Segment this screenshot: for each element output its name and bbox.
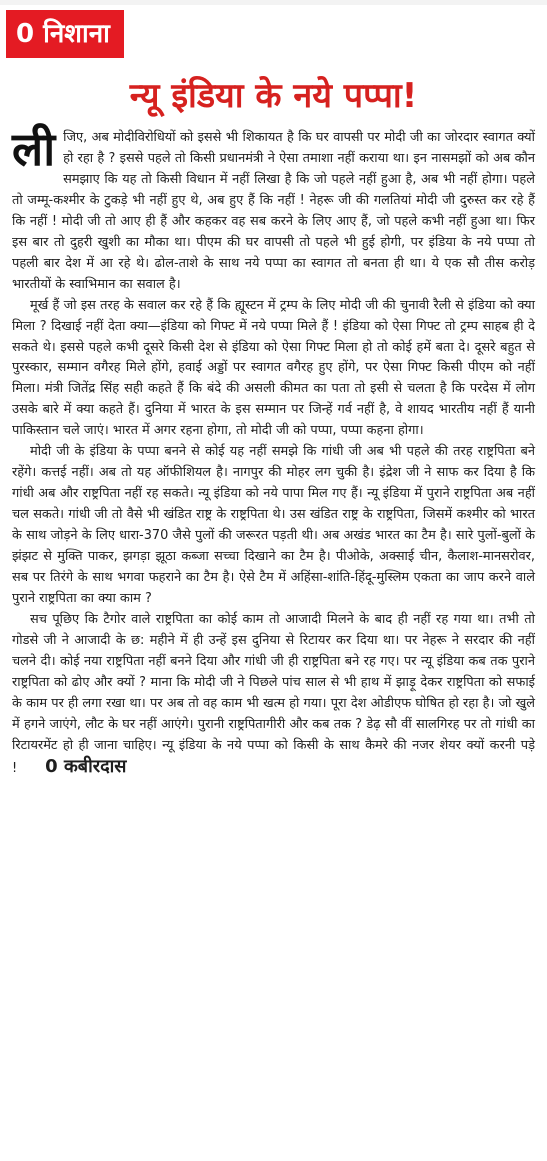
article-paragraph: मूर्ख हैं जो इस तरह के सवाल कर रहे हैं कि ह्यूस्टन में ट्रम्प के लिए मोदी जी की चुनावी रैली से इंडिया को क्या मिला ? दिखाई नहीं देता क्या—इंडिया को गिफ्ट में नये पप्पा मिले हैं ! इंडिया को ऐसा गिफ्ट तो ट्रम्प साहब ही दे सकते थे। इससे पहले कभी दूसरे किसी देश से इंडिया को ऐसा गिफ्ट मिला हो तो कोई हमें बता दे। दूसरे बहुत से पुरस्कार, सम्मान वगैरह मिले होंगे, हवाई अड्डों पर स्वागत वगैरह हुए होंगे, पर ऐसा गिफ्ट किसी पीएम को नहीं मिला। मंत्री जितेंद्र सिंह सही कहते हैं कि बंदे की असली कीमत का पता तो इसी से चलता है कि परदेस में लोग उसके बारे में क्या कहते हैं। दुनिया में भारत के इस सम्मान पर जिन्हें गर्व नहीं है, वे शायद भारतीय नहीं हैं यानी पाकिस्तान चले जाएं। भारत में अगर रहना होगा, तो मोदी जी को पप्पा, पप्पा कहना होगा।: [12, 297, 535, 439]
top-rule: [0, 0, 547, 5]
article-paragraph: [12, 122, 535, 296]
headline: न्यू इंडिया के नये पप्पा!: [129, 76, 418, 116]
paragraph-text: सच पूछिए कि टैगोर वाले राष्ट्रपिता का कोई काम तो आजादी मिलने के बाद ही नहीं रह गया था। तभी तो गोडसे जी ने आजादी के छ: महीने में ही उन्हें इस दुनिया से रिटायर कर दिया था। पर नेहरू ने सरदार की नहीं चलने दी। कोई नया राष्ट्रपिता नहीं बनने दिया और गांधी जी ही राष्ट्रपिता बने रह गए। पर न्यू इंडिया कब तक पुराने राष्ट्रपिता को ढोए और क्यों ? माना कि मोदी जी ने पिछले पांच साल से भी हाथ में झाड़ू देकर राष्ट्रपिता को सफाई के काम पर ही लगा रखा था। पर अब तो वह काम भी खत्म हो गया। पूरा देश ओडीएफ घोषित हो रहा है। जो खुले में हगने जाएंगे, लौट के घर नहीं आएंगे। पुरानी राष्ट्रपितागीरी और कब तक ? डेढ़ सौ वीं सालगिरह पर तो गांधी का रिटायरमेंट हो ही जाना चाहिए। न्यू इंडिया के नये पप्पा को किसी के साथ कैमरे की नजर शेयर क्यों करनी पड़े !: [12, 611, 535, 776]
section-tab: [6, 10, 124, 58]
article-paragraph: मोदी जी के इंडिया के पप्पा बनने से कोई यह नहीं समझे कि गांधी जी अब भी पहले की तरह राष्ट्रपिता बने रहेंगे। कत्तई नहीं। अब तो यह ऑफीशियल है। नागपुर की मोहर लग चुकी है। इंद्रेश जी ने साफ कर दिया है कि गांधी अब और राष्ट्रपिता नहीं रह सकते। न्यू इंडिया को नये पापा मिल गए हैं। न्यू इंडिया में पुराने राष्ट्रपिता अब नहीं चल सकते। गांधी जी तो वैसे भी खंडित राष्ट्र के राष्ट्रपिता थे। उस खंडित राष्ट्र के राष्ट्रपिता, जिसमें कश्मीर को भारत के साथ जोड़ने के लिए धारा-370 जैसे पुलों की जरूरत पड़ती थी। अब अखंड भारत का टैम है। सारे पुलों-बुलों के झंझट से मुक्ति पाकर, झगड़ा झूठा कब्जा सच्चा दिखाने का टैम है। पीओके, अक्साई चीन, कैलाश-मानसरोवर, सब पर तिरंगे के साथ भगवा फहराने का टैम है। ऐसे टैम में अहिंसा-शांति-हिंदू-मुस्लिम एकता का जाप करने वाले पुराने राष्ट्रपिता का क्या काम ?: [12, 444, 535, 606]
article-paragraph-last: [12, 610, 535, 780]
section-label: 0 निशाना: [16, 19, 110, 49]
paragraph-text: जिए, अब मोदीविरोधियों को इससे भी शिकायत है कि घर वापसी पर मोदी जी का जोरदार स्वागत क्यों हो रहा है ? इससे पहले तो किसी प्रधानमंत्री ने ऐसा तमाशा नहीं कराया था। इन नासमझों को अब कौन समझाए कि यह तो किसी विधान में नहीं लिखा है कि जो पहले नहीं हुआ है, अब भी नहीं होगा। पहले तो जम्मू-कश्मीर के टुकड़े भी नहीं हुए थे, अब हुए हैं कि नहीं ! नेहरू जी की गलतियां मोदी जी दुरुस्त कर रहे हैं कि नहीं ! मोदी जी तो आए ही हैं और कहकर वह सब करने के लिए आए हैं, जो पहले कभी नहीं हुआ था। फिर इस बार तो दुहरी खुशी का मौका था। पीएम की घर वापसी तो पहले भी हुई होगी, पर इंडिया के नये पप्पा तो पहली बार देश में आ रहे थे। ढोल-ताशे के साथ नये पप्पा का स्वागत तो बनता ही था। ये एक सौ तीस करोड़ भारतीयों के स्वाभिमान का सवाल है।: [12, 130, 535, 292]
author-signature: 0 कबीरदास: [45, 755, 127, 777]
article-body: [12, 122, 535, 780]
drop-cap: ली: [12, 122, 56, 176]
